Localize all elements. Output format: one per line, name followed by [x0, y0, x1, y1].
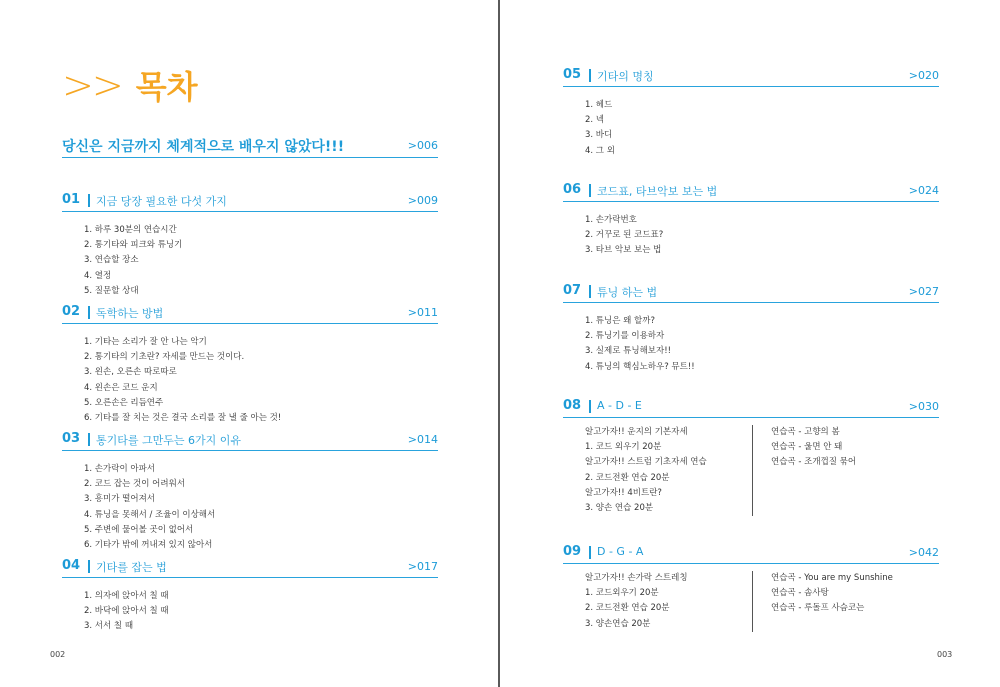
page-number-right: 003 [937, 650, 953, 659]
intro-entry[interactable] [62, 136, 438, 158]
list-item: 1. 코드 외우기 20분 [585, 442, 662, 453]
list-item: 2. 거꾸로 된 코드표? [585, 230, 664, 241]
list-item: 3. 실제로 튜닝해보자!! [585, 346, 672, 357]
list-item: 2. 코드전환 연습 20분 [585, 603, 670, 614]
toc-section-01[interactable] [62, 192, 438, 299]
list-item: 3. 연습할 장소 [84, 255, 139, 266]
section-items [585, 213, 939, 259]
toc-section-04[interactable] [62, 558, 438, 635]
list-item: 4. 그 외 [585, 145, 615, 156]
section-divider [589, 546, 591, 559]
two-column-list [585, 425, 939, 516]
list-item: 알고가자!! 4비트란? [585, 487, 662, 498]
toc-heading [62, 60, 198, 110]
list-item: 알고가자!! 운지의 기본자세 [585, 427, 688, 437]
column-divider [752, 571, 753, 632]
section-number: 06 [563, 182, 582, 197]
column-divider [752, 425, 753, 516]
song-column [771, 571, 939, 632]
list-item: 3. 왼손, 오른손 따로따로 [84, 367, 177, 378]
list-item: 5. 질문할 상대 [84, 285, 139, 296]
section-page: >014 [407, 433, 438, 446]
list-item: 5. 오른손은 리듬연주 [84, 397, 164, 408]
section-number: 03 [62, 431, 81, 446]
section-header [563, 182, 939, 202]
section-page: >030 [908, 400, 939, 413]
section-header [563, 544, 939, 564]
section-items [84, 589, 438, 635]
section-divider [88, 433, 90, 446]
toc-section-03[interactable] [62, 431, 438, 553]
toc-section-09[interactable] [563, 544, 939, 632]
list-item: 1. 헤드 [585, 100, 613, 110]
list-item: 연습곡 - 고향의 봄 [771, 427, 840, 437]
list-item: 1. 기타는 소리가 잘 안 나는 악기 [84, 337, 207, 347]
page-number-left: 002 [50, 650, 66, 659]
intro-title: 당신은 지금까지 체계적으로 배우지 않았다!!! [62, 139, 345, 155]
section-page: >024 [908, 184, 939, 197]
list-item: 4. 튜닝을 못해서 / 조율이 이상해서 [84, 509, 216, 520]
section-items [585, 314, 939, 375]
lesson-column [585, 425, 752, 516]
section-divider [589, 285, 591, 298]
list-item: 2. 튜닝기를 이용하자 [585, 331, 665, 342]
list-item: 6. 기타를 잘 치는 것은 결국 소리를 잘 낼 줄 아는 것! [84, 412, 282, 423]
list-item: 3. 흥미가 떨어져서 [84, 494, 155, 505]
section-title: 지금 당장 필요한 다섯 가지 [96, 195, 227, 208]
list-item: 2. 통기타의 기초란? 자세를 만드는 것이다. [84, 352, 245, 363]
section-header [62, 558, 438, 578]
section-title: 튜닝 하는 법 [597, 286, 658, 299]
section-number: 07 [563, 283, 582, 298]
section-title: A - D - E [597, 399, 642, 412]
list-item: 2. 바닥에 앉아서 칠 때 [84, 606, 169, 617]
toc-heading-label: 목차 [135, 68, 198, 106]
list-item: 1. 하루 30분의 연습시간 [84, 225, 177, 235]
list-item: 4. 왼손은 코드 운지 [84, 382, 158, 393]
section-header [62, 304, 438, 324]
section-items [84, 462, 438, 553]
section-header [563, 398, 939, 418]
list-item: 3. 타브 악보 보는 법 [585, 245, 662, 256]
list-item: 연습곡 - 조개껍질 묶어 [771, 457, 857, 468]
section-number: 05 [563, 67, 582, 82]
section-header [563, 283, 939, 303]
list-item: 알고가자!! 스트럼 기초자세 연습 [585, 457, 707, 468]
section-title: 기타의 명칭 [597, 70, 654, 83]
list-item: 연습곡 - 울면 안 돼 [771, 442, 843, 453]
list-item: 1. 코드외우기 20분 [585, 588, 659, 599]
list-item: 1. 손가락번호 [585, 215, 637, 225]
section-number: 01 [62, 192, 81, 207]
section-title: D - G - A [597, 545, 644, 558]
page-gutter [498, 0, 500, 687]
section-page: >042 [908, 546, 939, 559]
list-item: 2. 통기타와 피크와 튜닝기 [84, 240, 183, 251]
section-title: 통기타를 그만두는 6가지 이유 [96, 434, 241, 447]
list-item: 4. 열정 [84, 270, 112, 281]
section-page: >017 [407, 560, 438, 573]
section-number: 02 [62, 304, 81, 319]
list-item: 1. 손가락이 아파서 [84, 464, 155, 474]
two-column-list [585, 571, 939, 632]
section-items [84, 335, 438, 426]
section-header [62, 192, 438, 212]
section-number: 04 [62, 558, 81, 573]
section-divider [589, 69, 591, 82]
toc-section-08[interactable] [563, 398, 939, 516]
list-item: 4. 튜닝의 핵심노하우? 뮤트!! [585, 361, 695, 372]
section-page: >009 [407, 194, 438, 207]
list-item: 3. 서서 칠 때 [84, 621, 134, 632]
section-items [585, 98, 939, 159]
section-divider [88, 306, 90, 319]
list-item: 5. 주변에 물어볼 곳이 없어서 [84, 524, 194, 535]
list-item: 연습곡 - You are my Sunshine [771, 573, 893, 583]
section-page: >027 [908, 285, 939, 298]
intro-page: >006 [407, 139, 438, 152]
list-item: 3. 양손 연습 20분 [585, 502, 654, 513]
section-divider [589, 400, 591, 413]
toc-section-07[interactable] [563, 283, 939, 375]
section-title: 기타를 잡는 법 [96, 561, 167, 574]
section-divider [589, 184, 591, 197]
list-item: 2. 코드전환 연습 20분 [585, 472, 670, 483]
list-item: 6. 기타가 밖에 꺼내져 있지 않아서 [84, 539, 213, 550]
chevron-icon: >> [62, 63, 122, 107]
section-title: 코드표, 타브악보 보는 법 [597, 185, 718, 198]
list-item: 연습곡 - 솜사탕 [771, 588, 829, 599]
song-column [771, 425, 939, 516]
toc-section-02[interactable] [62, 304, 438, 426]
list-item: 1. 의자에 앉아서 칠 때 [84, 591, 169, 601]
section-items [84, 223, 438, 299]
section-divider [88, 194, 90, 207]
list-item: 연습곡 - 루돌프 사슴코는 [771, 603, 865, 614]
section-number: 08 [563, 398, 582, 413]
section-page: >020 [908, 69, 939, 82]
toc-section-05[interactable] [563, 67, 939, 159]
section-title: 독학하는 방법 [96, 307, 164, 320]
section-number: 09 [563, 544, 582, 559]
toc-section-06[interactable] [563, 182, 939, 259]
list-item: 1. 튜닝은 왜 할까? [585, 316, 655, 326]
section-page: >011 [407, 306, 438, 319]
section-divider [88, 560, 90, 573]
section-header [563, 67, 939, 87]
section-header [62, 431, 438, 451]
list-item: 3. 바디 [585, 130, 613, 141]
lesson-column [585, 571, 752, 632]
list-item: 알고가자!! 손가락 스트레칭 [585, 573, 688, 583]
list-item: 2. 코드 잡는 것이 어려워서 [84, 479, 186, 490]
list-item: 2. 넥 [585, 115, 605, 126]
list-item: 3. 양손연습 20분 [585, 618, 651, 629]
